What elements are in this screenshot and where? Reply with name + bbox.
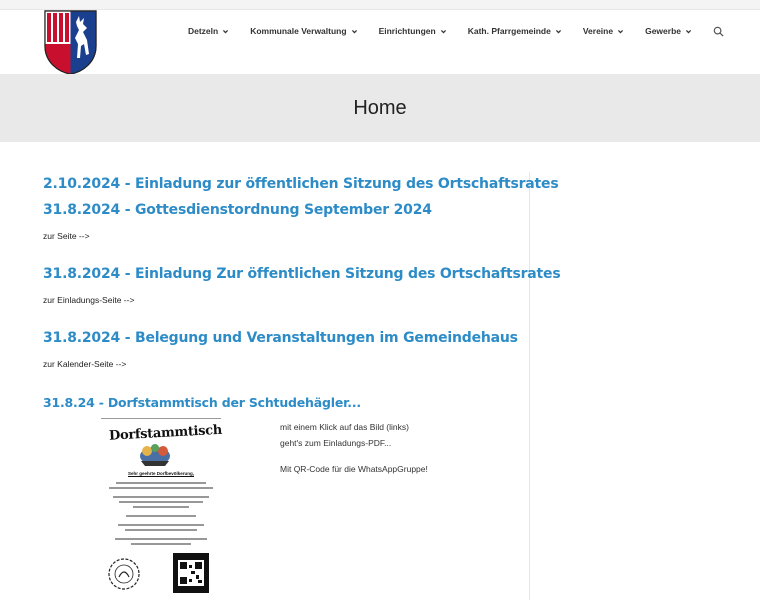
flyer-text-line bbox=[113, 496, 209, 498]
flyer-title: Dorfstammtisch bbox=[108, 422, 223, 444]
mascot-illustration-icon bbox=[135, 441, 175, 467]
chevron-down-icon bbox=[351, 28, 358, 35]
post-title-link[interactable]: 31.8.2024 - Einladung Zur öffentlichen Sitzung des Ortschaftsrates bbox=[43, 266, 561, 282]
flyer-text-line bbox=[118, 524, 204, 526]
nav-item-detzeln[interactable] bbox=[188, 26, 229, 36]
nav-item-label: Einrichtungen bbox=[378, 26, 436, 36]
flyer-description: mit einem Klick auf das Bild (links) bbox=[280, 422, 409, 432]
post-read-more-link[interactable]: zur Einladungs-Seite --> bbox=[43, 295, 135, 305]
nav-item-label: Kommunale Verwaltung bbox=[250, 26, 347, 36]
post-title-link[interactable]: 31.8.2024 - Belegung und Veranstaltungen im Gemeindehaus bbox=[43, 330, 518, 346]
nav-item-vereine[interactable] bbox=[583, 26, 624, 36]
flyer-text-line bbox=[133, 506, 189, 508]
chevron-down-icon bbox=[222, 28, 229, 35]
top-bar bbox=[0, 0, 760, 10]
flyer-description: Mit QR-Code für die WhatsAppGruppe! bbox=[280, 464, 428, 474]
site-header bbox=[0, 10, 760, 74]
flyer-text-line bbox=[115, 538, 207, 540]
post-read-more-link[interactable]: zur Kalender-Seite --> bbox=[43, 359, 127, 369]
flyer-text-line bbox=[119, 501, 203, 503]
chevron-down-icon bbox=[555, 28, 562, 35]
post-title-link[interactable]: 31.8.24 - Dorfstammtisch der Schtudehägler... bbox=[43, 395, 361, 410]
flyer-image-link[interactable] bbox=[101, 418, 221, 598]
nav-item-gewerbe[interactable] bbox=[645, 26, 692, 36]
coat-of-arms-icon[interactable] bbox=[43, 10, 98, 75]
chevron-down-icon bbox=[617, 28, 624, 35]
chevron-down-icon bbox=[685, 28, 692, 35]
nav-item-label: Gewerbe bbox=[645, 26, 681, 36]
flyer-text-line bbox=[131, 543, 191, 545]
flyer-text-line bbox=[109, 487, 213, 489]
page-header bbox=[0, 74, 760, 142]
flyer-description: geht's zum Einladungs-PDF... bbox=[280, 438, 392, 448]
post-title-link[interactable]: 31.8.2024 - Gottesdienstordnung September 2024 bbox=[43, 202, 432, 218]
search-icon[interactable] bbox=[713, 26, 724, 37]
sidebar-divider bbox=[529, 172, 530, 600]
post-read-more-link[interactable]: zur Seite --> bbox=[43, 231, 90, 241]
post-title-link[interactable]: 2.10.2024 - Einladung zur öffentlichen Sitzung des Ortschaftsrates bbox=[43, 176, 559, 192]
nav-item-einrichtungen[interactable] bbox=[379, 26, 447, 36]
nav-item-label: Vereine bbox=[582, 26, 614, 36]
flyer-headline: Sehr geehrte Dorfbevölkerung, bbox=[127, 471, 194, 476]
qr-code-icon bbox=[173, 553, 209, 593]
flyer-text-line bbox=[126, 515, 196, 517]
club-stamp-icon bbox=[107, 557, 141, 591]
flyer-text-line bbox=[125, 529, 197, 531]
chevron-down-icon bbox=[440, 28, 447, 35]
nav-item-kommunale-verwaltung[interactable] bbox=[250, 26, 357, 36]
nav-item-label: Detzeln bbox=[187, 26, 219, 36]
page-title: Home bbox=[353, 96, 407, 119]
nav-item-label: Kath. Pfarrgemeinde bbox=[467, 26, 551, 36]
main-nav bbox=[167, 10, 760, 52]
nav-item-pfarrgemeinde[interactable] bbox=[468, 26, 562, 36]
flyer-text-line bbox=[116, 482, 206, 484]
